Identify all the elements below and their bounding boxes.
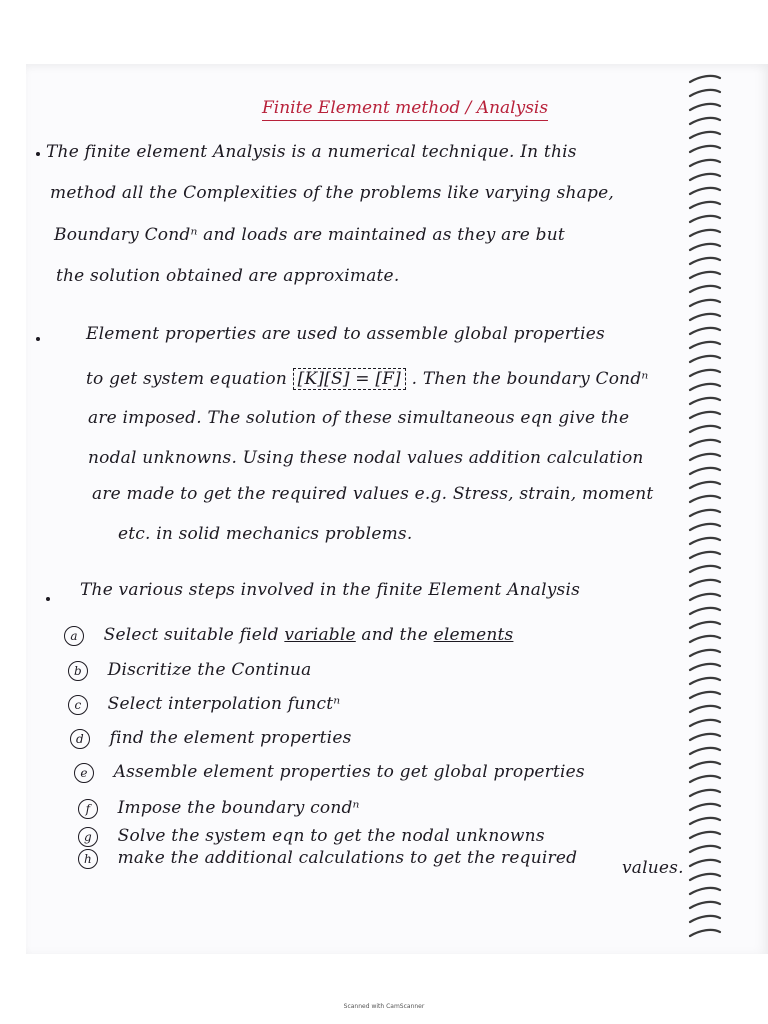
step-c-text: Select interpolation functⁿ	[107, 694, 341, 714]
spiral-ring	[690, 930, 720, 936]
scanner-footer: Scanned with CamScanner	[343, 1003, 425, 1010]
para2-line-1: Element properties are used to assemble global properties	[86, 324, 605, 344]
step-marker-h: h	[78, 849, 98, 869]
spiral-ring	[690, 902, 720, 908]
step-marker-a: a	[64, 626, 84, 646]
spiral-ring	[690, 328, 720, 334]
spiral-ring	[690, 524, 720, 530]
spiral-ring	[690, 566, 720, 572]
spiral-ring	[690, 762, 720, 768]
spiral-ring	[690, 804, 720, 810]
spiral-ring	[690, 468, 720, 474]
para2-line-3: are imposed. The solution of these simultaneous eqn give the	[88, 408, 630, 428]
step-f	[78, 798, 360, 819]
spiral-ring	[690, 888, 720, 894]
step-marker-e: e	[74, 763, 94, 783]
spiral-ring	[690, 846, 720, 852]
spiral-ring	[690, 664, 720, 670]
step-g	[78, 826, 545, 847]
spiral-ring	[690, 594, 720, 600]
step-g-text: Solve the system eqn to get the nodal unknowns	[117, 826, 545, 846]
spiral-ring	[690, 622, 720, 628]
step-a-pre: Select suitable field	[103, 625, 285, 645]
steps-intro: The various steps involved in the finite Element Analysis	[80, 580, 581, 600]
step-e-text: Assemble element properties to get global properties	[113, 762, 585, 782]
spiral-ring	[690, 160, 720, 166]
spiral-ring	[690, 426, 720, 432]
spiral-ring	[690, 314, 720, 320]
spiral-ring	[690, 230, 720, 236]
spiral-ring	[690, 832, 720, 838]
spiral-ring	[690, 286, 720, 292]
spiral-ring	[690, 356, 720, 362]
spiral-ring	[690, 748, 720, 754]
spiral-ring	[690, 720, 720, 726]
step-a	[64, 625, 513, 646]
page-title: Finite Element method / Analysis	[262, 98, 548, 121]
para2-line-2-text: to get system equation	[86, 369, 287, 389]
step-c	[68, 694, 340, 715]
step-h-tail: values.	[622, 858, 684, 878]
spiral-ring	[690, 552, 720, 558]
bullet-2	[36, 337, 40, 341]
spiral-binding	[686, 70, 726, 950]
spiral-ring	[690, 216, 720, 222]
spiral-ring	[690, 916, 720, 922]
step-e	[74, 762, 585, 783]
spiral-ring	[690, 76, 720, 82]
system-equation: [K][S] = [F]	[293, 368, 406, 390]
spiral-ring	[690, 538, 720, 544]
spiral-ring	[690, 90, 720, 96]
spiral-ring	[690, 258, 720, 264]
step-marker-b: b	[68, 661, 88, 681]
spiral-ring	[690, 776, 720, 782]
spiral-ring	[690, 734, 720, 740]
bullet-1	[36, 152, 40, 156]
spiral-ring	[690, 650, 720, 656]
spiral-ring	[690, 118, 720, 124]
bullet-3	[46, 597, 50, 601]
step-d	[70, 728, 352, 749]
spiral-ring	[690, 454, 720, 460]
spiral-ring	[690, 608, 720, 614]
para2-line-4: nodal unknowns. Using these nodal values addition calculation	[88, 448, 644, 468]
para2-line-2	[86, 368, 649, 390]
spiral-ring	[690, 818, 720, 824]
spiral-ring	[690, 398, 720, 404]
spiral-ring	[690, 132, 720, 138]
spiral-ring	[690, 860, 720, 866]
spiral-ring	[690, 706, 720, 712]
step-h-text: make the additional calculations to get the required	[117, 848, 578, 868]
spiral-ring	[690, 300, 720, 306]
step-b	[68, 660, 312, 681]
para2-line-2-tail: . Then the boundary Condⁿ	[411, 369, 649, 389]
spiral-ring	[690, 636, 720, 642]
step-f-text: Impose the boundary condⁿ	[117, 798, 360, 818]
step-marker-d: d	[70, 729, 90, 749]
para1-line-1: The finite element Analysis is a numerical technique. In this	[46, 142, 577, 162]
spiral-ring	[690, 692, 720, 698]
step-marker-g: g	[78, 827, 98, 847]
spiral-ring	[690, 440, 720, 446]
spiral-ring	[690, 244, 720, 250]
spiral-ring	[690, 370, 720, 376]
spiral-ring	[690, 412, 720, 418]
spiral-ring	[690, 202, 720, 208]
spiral-ring	[690, 678, 720, 684]
para2-line-6: etc. in solid mechanics problems.	[118, 524, 413, 544]
step-d-text: find the element properties	[109, 728, 352, 748]
spiral-ring	[690, 510, 720, 516]
step-a-variable: variable	[284, 625, 356, 645]
step-h	[78, 848, 577, 869]
step-a-elements: elements	[433, 625, 514, 645]
spiral-ring	[690, 104, 720, 110]
spiral-ring	[690, 342, 720, 348]
spiral-ring	[690, 790, 720, 796]
para2-line-5: are made to get the required values e.g. Stress, strain, moment	[92, 484, 654, 504]
spiral-ring	[690, 580, 720, 586]
spiral-ring	[690, 174, 720, 180]
spiral-ring	[690, 482, 720, 488]
spiral-ring	[690, 874, 720, 880]
para1-line-3: Boundary Condⁿ and loads are maintained as they are but	[54, 225, 565, 245]
step-marker-f: f	[78, 799, 98, 819]
spiral-ring	[690, 272, 720, 278]
spiral-ring	[690, 384, 720, 390]
step-marker-c: c	[68, 695, 88, 715]
spiral-ring	[690, 496, 720, 502]
step-b-text: Discritize the Continua	[107, 660, 312, 680]
spiral-ring	[690, 146, 720, 152]
para1-line-2: method all the Complexities of the problems like varying shape,	[50, 183, 614, 203]
spiral-ring	[690, 188, 720, 194]
para1-line-4: the solution obtained are approximate.	[56, 266, 400, 286]
step-a-mid: and the	[355, 625, 434, 645]
